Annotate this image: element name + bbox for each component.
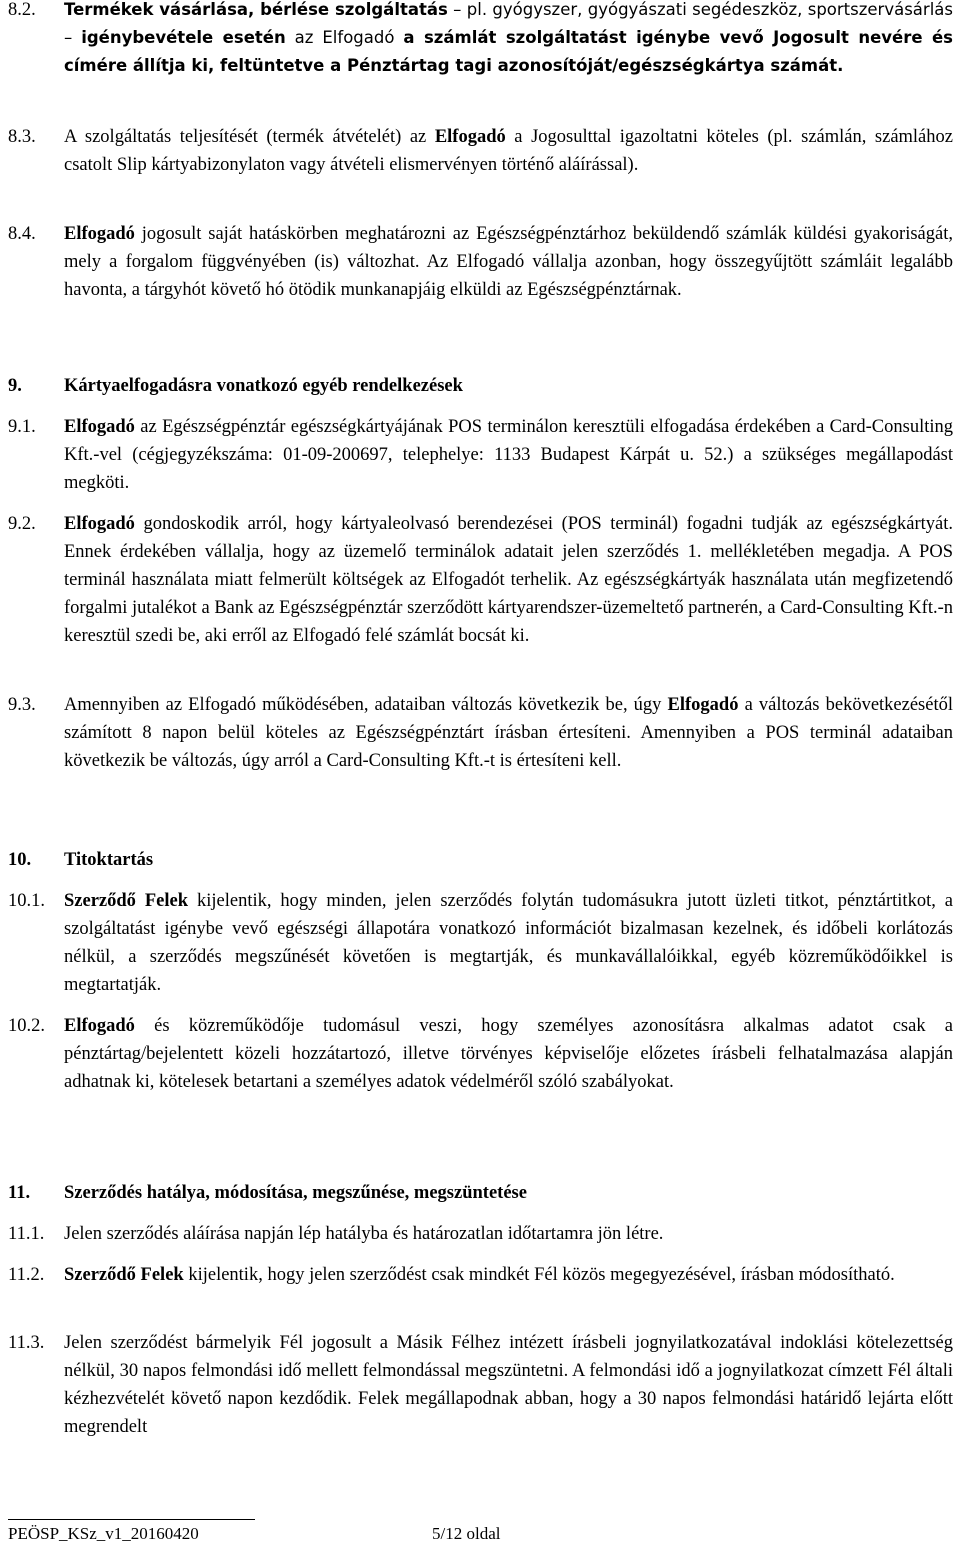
footer-page-number: 5/12 oldal: [432, 1524, 501, 1543]
footer-doc-id: PEÖSP_KSz_v1_20160420: [8, 1524, 199, 1543]
section-number: 11.1.: [8, 1224, 45, 1244]
section-number: 9.3.: [8, 695, 36, 715]
section-number: 8.3.: [8, 127, 36, 147]
section-10-2: [8, 1012, 953, 1096]
heading-title: Titoktartás: [64, 850, 154, 870]
heading-9: [8, 372, 953, 400]
bold-phrase: Elfogadó: [64, 417, 135, 437]
bold-phrase: Elfogadó: [64, 514, 135, 534]
bold-phrase: a számlát szolgáltatást igénybe vevő Jogosult nevére és címére állítja ki, feltüntetve a Pénztártag tagi azonosítóját/egészségkártya számát.: [64, 28, 954, 75]
section-number: 9.: [8, 376, 22, 396]
bold-phrase: Szerződő Felek: [64, 891, 189, 911]
bold-phrase: Elfogadó: [667, 695, 739, 715]
section-8-2: [8, 0, 953, 80]
section-9-1: [8, 413, 953, 497]
section-10-1: [8, 887, 953, 999]
bold-phrase: Elfogadó: [64, 1016, 135, 1036]
section-text: [64, 691, 953, 775]
section-number: 11.3.: [8, 1333, 45, 1353]
section-text: [64, 1329, 953, 1441]
plain-phrase: gondoskodik arról, hogy kártyaleolvasó berendezései (POS terminál) fogadni tudják az egészségkártyát. Ennek érdekében vállalja, hogy az üzemelő terminálok adatait jelen szerződés 1. mellékletében megadja. A POS terminál használata miatt felmerült költségek az Elfogadót terhelik. Az egészségkártyák használata után megfizetendő forgalmi jutalékot a Bank az Egészségpénztár szerződött kártyarendszer-üzemeltető partnerén, a Card-Consulting Kft.-n keresztül szedi be, aki erről az Elfogadó felé számlát bocsát ki.: [64, 514, 953, 646]
plain-phrase: az Egészségpénztár egészségkártyájának POS terminálon keresztüli elfogadása érdekében a Card-Consulting Kft.-vel (cégjegyzékszáma: 01-09-200697, telephelye: 1133 Budapest Kárpát u. 52.) a szükséges megállapodást megköti.: [64, 417, 953, 493]
section-number: 10.2.: [8, 1016, 45, 1036]
plain-phrase: Jelen szerződés aláírása napján lép hatályba és határozatlan időtartamra jön létre.: [64, 1224, 664, 1244]
section-text: [64, 887, 953, 999]
section-text: [64, 510, 953, 650]
plain-phrase: Jelen szerződést bármelyik Fél jogosult a Másik Félhez intézett írásbeli jognyilatkozatával indoklási kötelezettség nélkül, 30 napos felmondási idő mellett felmondással megszüntetni. A felmondási idő a jognyilatkozat címzett Fél általi kézhezvételét követő napon kezdődik. Felek megállapodnak abban, hogy a 30 napos felmondási határidő lejárta előtt megrendelt: [64, 1333, 953, 1437]
section-number: 11.: [8, 1183, 31, 1203]
section-9-3: [8, 691, 953, 775]
section-11-2: [8, 1261, 953, 1289]
plain-phrase: a Jogosulttal igazoltatni köteles (pl. számlán, számlához csatolt Slip kártyabizonylaton vagy átvételi elismervényen történő aláírással).: [64, 127, 953, 175]
section-text: [64, 123, 953, 179]
bold-phrase: Termékek vásárlása, bérlése szolgáltatás: [64, 0, 448, 19]
section-number: 8.4.: [8, 224, 36, 244]
section-8-4: [8, 220, 953, 304]
heading-10: [8, 846, 953, 874]
section-number: 11.2.: [8, 1265, 45, 1285]
heading-title: Szerződés hatálya, módosítása, megszűnése, megszüntetése: [64, 1183, 527, 1203]
section-text: [64, 220, 953, 304]
heading-title: Kártyaelfogadásra vonatkozó egyéb rendelkezések: [64, 376, 463, 396]
section-8-3: [8, 123, 953, 179]
section-number: 9.2.: [8, 514, 36, 534]
plain-phrase: és közreműködője tudomásul veszi, hogy személyes azonosításra alkalmas adatot csak a pénztártag/bejelentett közeli hozzátartozó, illetve törvényes képviselője előzetes írásbeli felhatalmazása alapján adhatnak ki, kötelesek betartani a személyes adatok védelméről szóló szabályokat.: [64, 1016, 953, 1092]
plain-phrase: a változás bekövetkezésétől számított 8 napon belül köteles az Egészségpénztárt írásban értesíteni. Amennyiben a POS terminál adataiban következik be változás, úgy arról a Card-Consulting Kft.-t is értesíteni kell.: [64, 695, 953, 771]
section-11-1: [8, 1220, 953, 1248]
plain-phrase: az Elfogadó: [285, 28, 404, 47]
section-text: [64, 0, 953, 80]
plain-phrase: Amennyiben az Elfogadó működésében, adataiban változás következik be, úgy: [64, 695, 668, 715]
bold-phrase: Elfogadó: [434, 127, 506, 147]
section-9-2: [8, 510, 953, 650]
section-text: [64, 1220, 953, 1248]
heading-11: [8, 1179, 953, 1207]
plain-phrase: kijelentik, hogy minden, jelen szerződés folytán tudomásukra jutott üzleti titkot, pénztártitkot, a szolgáltatást igénybe vevő egészségi állapotára vonatkozó információt bizalmasan kezelnek, és időbeli korlátozás nélkül, a szerződés megszűnését követően is megtartják, és munkavállalóikkal, egyéb közreműködőikkel is megtartatják.: [64, 891, 953, 995]
plain-phrase: kijelentik, hogy jelen szerződést csak mindkét Fél közös megegyezésével, írásban módosítható.: [183, 1265, 895, 1285]
section-text: [64, 413, 953, 497]
section-number: 9.1.: [8, 417, 36, 437]
plain-phrase: – pl. gyógyszer, gyógyászati segédeszköz, sportszervásárlás –: [64, 0, 953, 47]
plain-phrase: jogosult saját hatáskörben meghatározni az Egészségpénztárhoz beküldendő számlák küldési gyakoriságát, mely a forgalom függvényében (is) változhat. Az Elfogadó vállalja azonban, hogy összegyűjtött számláit legalább havonta, a tárgyhót követő hó ötödik munkanapjáig elküldi az Egészségpénztárnak.: [64, 224, 953, 300]
section-number: 10.1.: [8, 891, 45, 911]
section-11-3: [8, 1329, 953, 1441]
section-number: 10.: [8, 850, 32, 870]
section-text: [64, 1261, 953, 1289]
bold-phrase: igénybevétele esetén: [81, 28, 286, 47]
section-text: [64, 1012, 953, 1096]
bold-phrase: Elfogadó: [64, 224, 135, 244]
plain-phrase: A szolgáltatás teljesítését (termék átvételét) az: [64, 127, 435, 147]
footer-divider: [8, 1519, 255, 1520]
bold-phrase: Szerződő Felek: [64, 1265, 184, 1285]
section-number: 8.2.: [8, 0, 36, 20]
